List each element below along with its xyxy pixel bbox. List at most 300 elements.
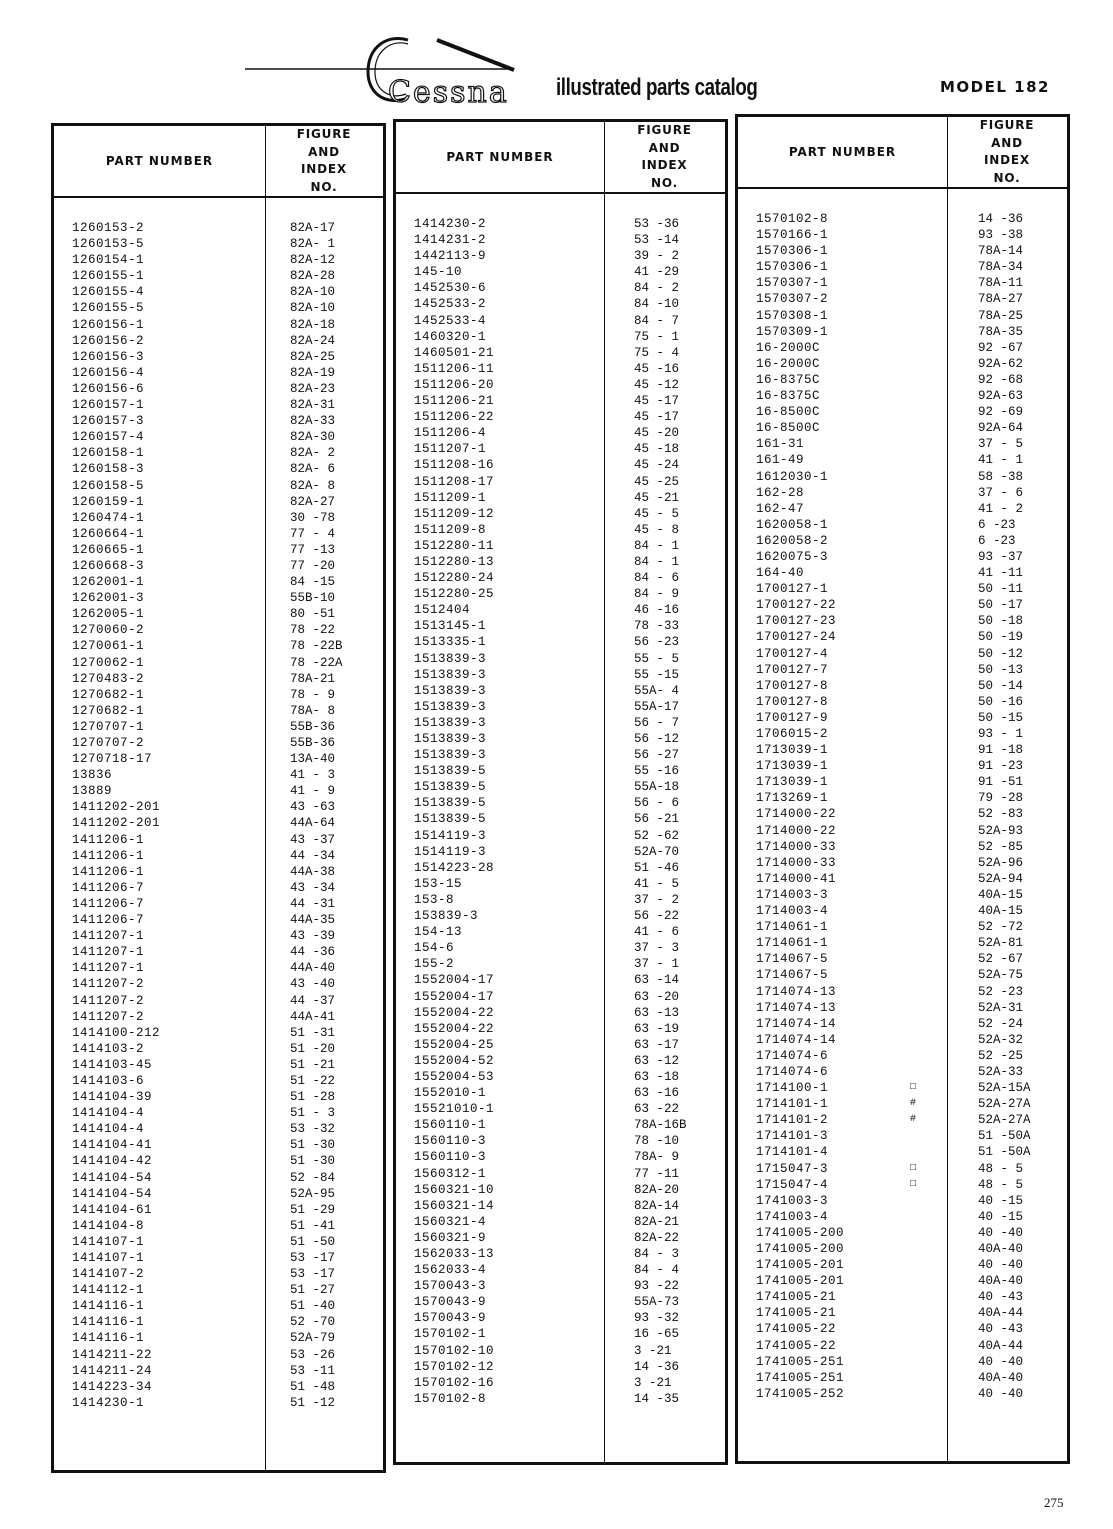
- figure-index-cell: 78 -10: [634, 1134, 680, 1149]
- table-row: [54, 1330, 383, 1346]
- table-row: [738, 1000, 1067, 1016]
- part-number-cell: 1262001-3: [72, 591, 145, 606]
- table-row: [738, 485, 1067, 501]
- table-row: [54, 1089, 383, 1105]
- figure-index-cell: 63 -16: [634, 1086, 680, 1101]
- figure-index-cell: 44 -34: [290, 848, 336, 863]
- table-row: [738, 694, 1067, 710]
- part-number-cell: 1700127-1: [756, 582, 829, 597]
- part-number-cell: 1552004-22: [414, 1005, 495, 1020]
- table-row: [396, 586, 725, 602]
- part-number-cell: 1260153-2: [72, 221, 145, 235]
- figure-index-cell: 82A- 2: [290, 446, 336, 461]
- table-row: [54, 510, 383, 526]
- part-number-cell: 1260158-3: [72, 462, 145, 477]
- table-row: [396, 811, 725, 827]
- table-row: [396, 554, 725, 570]
- figure-index-cell: 51 -27: [290, 1283, 336, 1298]
- figure-index-cell: 91 -51: [978, 775, 1024, 790]
- table-row: [54, 349, 383, 365]
- part-number-cell: 1511207-1: [414, 442, 487, 457]
- figure-index-cell: 55A- 4: [634, 683, 680, 698]
- figure-index-cell: 78A-21: [290, 671, 336, 686]
- part-number-cell: 1512404: [414, 603, 471, 618]
- part-number-header: PART NUMBER: [446, 150, 554, 164]
- figure-index-cell: 53 -11: [290, 1363, 336, 1378]
- part-number-cell: 1260155-1: [72, 269, 145, 284]
- figure-index-cell: 41 - 6: [634, 925, 680, 940]
- part-number-cell: 1570043-3: [414, 1279, 487, 1294]
- column-header: [738, 117, 1067, 189]
- table-row: [54, 542, 383, 558]
- figure-index-cell: 92 -69: [978, 405, 1024, 420]
- figure-index-cell: 45 -25: [634, 474, 680, 489]
- part-number-cell: 1511208-16: [414, 458, 495, 473]
- part-number-cell: 1741005-201: [756, 1258, 845, 1273]
- table-row: [738, 984, 1067, 1000]
- table-row: [54, 333, 383, 349]
- figure-index-cell: 84 - 1: [634, 554, 680, 569]
- table-row: [396, 393, 725, 409]
- cessna-logo-icon: [240, 28, 560, 108]
- part-number-cell: 1414231-2: [414, 233, 487, 248]
- table-row: [54, 751, 383, 767]
- figure-index-cell: 48 - 5: [978, 1161, 1024, 1176]
- figure-index-cell: 82A- 1: [290, 237, 336, 252]
- catalog-title: illustrated parts catalog: [556, 74, 758, 101]
- part-number-cell: 1700127-8: [756, 678, 829, 693]
- table-row: [54, 558, 383, 574]
- figure-index-cell: 41 - 3: [290, 768, 336, 783]
- reference-marker: #: [910, 1114, 917, 1126]
- table-row: [738, 1241, 1067, 1257]
- part-number-cell: 161-31: [756, 437, 805, 452]
- table-row: [54, 574, 383, 590]
- part-number-cell: 1513839-3: [414, 732, 487, 746]
- figure-index-cell: 82A-28: [290, 269, 336, 284]
- table-row: [396, 216, 725, 232]
- table-row: [738, 710, 1067, 726]
- part-number-cell: 1513839-3: [414, 683, 487, 698]
- table-row: [396, 876, 725, 892]
- table-row: [396, 538, 725, 554]
- table-row: [396, 506, 725, 522]
- table-row: [738, 308, 1067, 324]
- table-row: [738, 1354, 1067, 1370]
- figure-index-cell: 55 - 5: [634, 651, 680, 666]
- table-row: [54, 1363, 383, 1379]
- figure-index-cell: 51 -12: [290, 1395, 336, 1410]
- part-number-cell: 16-2000C: [756, 356, 821, 371]
- table-row: [738, 678, 1067, 694]
- table-row: [396, 280, 725, 296]
- part-number-cell: 1411207-2: [72, 993, 145, 1008]
- table-row: [738, 211, 1067, 227]
- part-number-cell: 1714074-13: [756, 1000, 837, 1015]
- table-row: [54, 928, 383, 944]
- figure-index-cell: 56 -21: [634, 812, 680, 827]
- figure-index-cell: 52A-32: [978, 1032, 1024, 1047]
- figure-index-cell: 41 - 2: [978, 501, 1024, 516]
- figure-index-cell: 51 - 3: [290, 1106, 336, 1121]
- table-row: [54, 993, 383, 1009]
- table-row: [54, 236, 383, 252]
- part-number-cell: 1741005-251: [756, 1354, 845, 1369]
- figure-index-cell: 52A-79: [290, 1331, 336, 1346]
- table-row: [396, 940, 725, 956]
- column-header: [54, 126, 383, 198]
- table-row: [396, 264, 725, 280]
- table-row: [54, 365, 383, 381]
- table-row: [396, 989, 725, 1005]
- table-row: [738, 533, 1067, 549]
- figure-index-cell: 52 -83: [978, 807, 1024, 822]
- table-row: [396, 844, 725, 860]
- figure-index-cell: 51 -50A: [978, 1129, 1031, 1144]
- figure-index-cell: 39 - 2: [634, 249, 680, 264]
- table-row: [396, 667, 725, 683]
- table-row: [738, 1016, 1067, 1032]
- part-number-cell: 1411207-2: [72, 1009, 145, 1024]
- figure-index-cell: 50 -14: [978, 678, 1024, 693]
- table-row: [396, 1359, 725, 1375]
- part-number-cell: 1262001-1: [72, 575, 145, 590]
- part-number-cell: 1414230-1: [72, 1395, 145, 1410]
- part-number-cell: 1260156-1: [72, 317, 145, 332]
- table-row: [738, 1144, 1067, 1160]
- part-number-cell: 164-40: [756, 566, 805, 581]
- figure-index-cell: 40 -40: [978, 1354, 1024, 1369]
- figure-index-cell: 84 - 6: [634, 571, 680, 586]
- table-row: [738, 259, 1067, 275]
- figure-index-cell: 63 -14: [634, 973, 680, 988]
- figure-index-cell: 53 -17: [290, 1251, 336, 1265]
- part-number-cell: 1270707-1: [72, 719, 145, 734]
- part-number-cell: 1570102-1: [414, 1327, 487, 1342]
- part-number-cell: 1513335-1: [414, 635, 487, 650]
- table-row: [738, 774, 1067, 790]
- part-number-cell: 1552004-17: [414, 989, 495, 1004]
- figure-index-cell: 52A-15A: [978, 1081, 1031, 1096]
- figure-index-cell: 82A-25: [290, 349, 336, 364]
- parts-column-1: [51, 123, 386, 1473]
- table-row: [54, 1105, 383, 1121]
- table-row: [54, 1041, 383, 1057]
- table-row: [738, 1370, 1067, 1386]
- part-number-cell: 1560312-1: [414, 1166, 487, 1181]
- part-number-cell: 1414107-1: [72, 1234, 145, 1249]
- part-number-cell: 1700127-9: [756, 710, 829, 725]
- table-row: [396, 602, 725, 618]
- table-row: [396, 345, 725, 361]
- figure-index-cell: 77 -13: [290, 542, 336, 557]
- table-row: [396, 747, 725, 763]
- figure-index-cell: 44 -31: [290, 896, 336, 911]
- table-row: [396, 860, 725, 876]
- part-number-cell: 1700127-23: [756, 614, 837, 629]
- figure-index-cell: 52A-27A: [978, 1097, 1031, 1112]
- figure-index-cell: 77 -20: [290, 558, 336, 573]
- table-row: [396, 409, 725, 425]
- figure-index-cell: 52A-95: [290, 1186, 336, 1201]
- figure-index-cell: 51 -48: [290, 1379, 336, 1394]
- figure-index-cell: 52 -85: [978, 839, 1024, 854]
- table-row: [396, 1230, 725, 1246]
- figure-index-cell: 52A-94: [978, 871, 1024, 886]
- table-row: [396, 1085, 725, 1101]
- table-row: [54, 1073, 383, 1089]
- figure-index-cell: 6 -23: [978, 533, 1016, 548]
- figure-index-cell: 53 -36: [634, 217, 680, 231]
- table-row: [54, 655, 383, 671]
- table-row: [396, 683, 725, 699]
- figure-index-cell: 84 - 3: [634, 1247, 680, 1261]
- figure-index-cell: 52 -67: [978, 952, 1024, 967]
- figure-index-cell: 52A-31: [978, 1000, 1024, 1015]
- part-number-cell: 1714074-6: [756, 1048, 829, 1063]
- part-number-cell: 1414104-54: [72, 1170, 153, 1185]
- figure-index-cell: 40A-40: [978, 1242, 1024, 1256]
- part-number-cell: 1552004-53: [414, 1069, 495, 1084]
- table-row: [396, 1326, 725, 1342]
- figure-index-cell: 55B-10: [290, 591, 336, 606]
- part-number-cell: 1514119-3: [414, 844, 487, 859]
- figure-index-cell: 51 -21: [290, 1057, 336, 1072]
- figure-index-cell: 44 -37: [290, 993, 336, 1008]
- part-number-cell: 1511206-22: [414, 410, 495, 425]
- part-number-cell: 1741005-200: [756, 1225, 845, 1240]
- figure-index-cell: 93 -38: [978, 228, 1024, 243]
- table-row: [54, 429, 383, 445]
- figure-index-cell: 50 -16: [978, 694, 1024, 709]
- table-row: [396, 1053, 725, 1069]
- table-row: [738, 1177, 1067, 1193]
- figure-index-cell: 55A-17: [634, 699, 680, 714]
- table-row: [54, 413, 383, 429]
- figure-index-cell: 45 - 8: [634, 522, 680, 537]
- figure-index-cell: 78A-11: [978, 276, 1024, 291]
- part-number-cell: 1714000-22: [756, 823, 837, 838]
- figure-index-cell: 82A-30: [290, 430, 336, 445]
- table-row: [54, 960, 383, 976]
- part-number-cell: 1511206-11: [414, 361, 495, 376]
- table-row: [396, 1117, 725, 1133]
- part-number-cell: 1570102-10: [414, 1343, 495, 1358]
- table-row: [54, 735, 383, 751]
- figure-index-cell: 50 -13: [978, 662, 1024, 677]
- part-number-cell: 1260474-1: [72, 510, 145, 525]
- figure-index-cell: 56 - 7: [634, 715, 680, 730]
- table-row: [738, 388, 1067, 404]
- figure-index-cell: 52 -70: [290, 1315, 336, 1330]
- figure-index-cell: 84 -10: [634, 297, 680, 312]
- table-row: [396, 1069, 725, 1085]
- table-row: [738, 935, 1067, 951]
- part-number-cell: 1570306-1: [756, 260, 829, 275]
- table-row: [396, 795, 725, 811]
- part-number-cell: 1562033-13: [414, 1247, 495, 1261]
- table-row: [738, 324, 1067, 340]
- part-number-cell: 1452530-6: [414, 281, 487, 296]
- figure-index-cell: 93 - 1: [978, 727, 1024, 741]
- part-number-cell: 154-13: [414, 925, 463, 940]
- table-row: [396, 972, 725, 988]
- parts-column-2: [393, 119, 728, 1465]
- part-number-cell: 1414104-61: [72, 1202, 153, 1217]
- part-number-cell: 1411207-1: [72, 945, 145, 960]
- part-number-cell: 1270707-2: [72, 736, 145, 750]
- table-row: [396, 425, 725, 441]
- figure-index-cell: 78 - 9: [290, 687, 336, 702]
- part-number-cell: 153839-3: [414, 909, 479, 924]
- figure-index-cell: 91 -23: [978, 759, 1024, 774]
- part-number-cell: 1741005-252: [756, 1386, 845, 1401]
- table-row: [54, 526, 383, 542]
- part-number-cell: 1570102-8: [414, 1391, 487, 1406]
- part-number-cell: 1260156-6: [72, 381, 145, 396]
- part-number-cell: 1414103-6: [72, 1073, 145, 1088]
- part-number-cell: 1513839-5: [414, 780, 487, 795]
- figure-index-cell: 84 - 7: [634, 313, 680, 328]
- figure-index-cell: 84 - 1: [634, 538, 680, 553]
- part-number-cell: 1741005-22: [756, 1322, 837, 1337]
- part-number-cell: 1511206-21: [414, 394, 495, 409]
- figure-index-cell: 78A- 9: [634, 1150, 680, 1165]
- table-row: [54, 622, 383, 638]
- part-number-cell: 1560321-14: [414, 1198, 495, 1213]
- figure-index-cell: 53 -26: [290, 1347, 336, 1362]
- part-number-cell: 1700127-4: [756, 646, 829, 661]
- figure-index-cell: 3 -21: [634, 1375, 672, 1390]
- figure-index-cell: 82A-17: [290, 221, 336, 235]
- figure-index-cell: 51 -30: [290, 1138, 336, 1153]
- figure-index-cell: 93 -37: [978, 549, 1024, 564]
- table-row: [738, 1161, 1067, 1177]
- figure-index-cell: 41 - 5: [634, 876, 680, 891]
- figure-index-cell: 82A- 6: [290, 462, 336, 477]
- part-number-cell: 16-8375C: [756, 389, 821, 404]
- part-number-cell: 1270061-1: [72, 639, 145, 654]
- part-number-cell: 1741005-200: [756, 1242, 845, 1256]
- part-number-cell: 1713269-1: [756, 791, 829, 806]
- figure-index-cell: 30 -78: [290, 510, 336, 525]
- figure-index-cell: 78A-35: [978, 324, 1024, 339]
- part-number-cell: 1714061-1: [756, 936, 829, 951]
- table-row: [738, 356, 1067, 372]
- part-number-cell: 1414103-2: [72, 1041, 145, 1056]
- table-row: [738, 1209, 1067, 1225]
- part-number-cell: 1260158-1: [72, 446, 145, 461]
- part-number-cell: 1713039-1: [756, 743, 829, 758]
- table-row: [54, 268, 383, 284]
- figure-index-cell: 45 -20: [634, 426, 680, 441]
- figure-index-cell: 40A-44: [978, 1338, 1024, 1353]
- part-number-cell: 1513839-5: [414, 764, 487, 779]
- figure-index-cell: 50 -11: [978, 582, 1024, 597]
- figure-index-cell: 41 - 1: [978, 453, 1024, 468]
- figure-index-cell: 53 -17: [290, 1267, 336, 1282]
- figure-index-cell: 79 -28: [978, 791, 1024, 806]
- reference-marker: □: [910, 1082, 917, 1094]
- part-number-cell: 1414104-42: [72, 1154, 153, 1169]
- part-number-cell: 1552010-1: [414, 1086, 487, 1101]
- table-row: [396, 1037, 725, 1053]
- table-row: [54, 220, 383, 236]
- table-row: [396, 699, 725, 715]
- figure-index-cell: 82A-14: [634, 1198, 680, 1213]
- part-number-cell: 1270062-1: [72, 655, 145, 670]
- part-number-cell: 1714000-33: [756, 839, 837, 854]
- part-number-cell: 1260664-1: [72, 526, 145, 541]
- part-number-cell: 1514119-3: [414, 828, 487, 843]
- table-row: [738, 1128, 1067, 1144]
- table-row: [396, 715, 725, 731]
- table-row: [738, 1112, 1067, 1128]
- part-number-cell: 1414116-1: [72, 1331, 145, 1346]
- part-number-cell: 1714000-41: [756, 871, 837, 886]
- figure-index-cell: 53 -14: [634, 233, 680, 248]
- part-number-cell: 1270483-2: [72, 671, 145, 686]
- part-number-cell: 1414116-1: [72, 1299, 145, 1314]
- table-row: [738, 726, 1067, 742]
- part-number-cell: 1560321-10: [414, 1182, 495, 1197]
- part-number-cell: 1512280-24: [414, 571, 495, 586]
- figure-index-cell: 45 -18: [634, 442, 680, 457]
- figure-index-cell: 63 -22: [634, 1102, 680, 1117]
- part-number-cell: 1511209-1: [414, 490, 487, 505]
- part-number-cell: 1270060-2: [72, 623, 145, 638]
- table-row: [396, 361, 725, 377]
- part-number-cell: 16-8375C: [756, 372, 821, 387]
- part-number-cell: 1414104-4: [72, 1122, 145, 1137]
- part-number-cell: 1700127-8: [756, 694, 829, 709]
- table-row: [54, 944, 383, 960]
- table-row: [54, 912, 383, 928]
- figure-index-cell: 50 -19: [978, 630, 1024, 645]
- figure-index-cell: 43 -39: [290, 929, 336, 944]
- part-number-cell: 155-2: [414, 957, 455, 972]
- table-row: [396, 828, 725, 844]
- table-row: [738, 597, 1067, 613]
- figure-index-cell: 55 -15: [634, 667, 680, 682]
- table-row: [738, 1289, 1067, 1305]
- part-number-cell: 1570309-1: [756, 324, 829, 339]
- part-number-cell: 1414223-34: [72, 1379, 153, 1394]
- table-row: [738, 839, 1067, 855]
- table-row: [738, 1096, 1067, 1112]
- part-number-cell: 16-2000C: [756, 340, 821, 355]
- table-row: [54, 1266, 383, 1282]
- figure-index-cell: 55A-73: [634, 1295, 680, 1310]
- figure-index-cell: 51 -46: [634, 860, 680, 875]
- table-row: [396, 779, 725, 795]
- part-number-cell: 1741005-21: [756, 1306, 837, 1321]
- figure-index-cell: 82A-24: [290, 333, 336, 348]
- figure-index-cell: 92 -67: [978, 340, 1024, 355]
- figure-index-cell: 55B-36: [290, 736, 336, 750]
- part-number-cell: 1511209-8: [414, 522, 487, 537]
- table-row: [738, 436, 1067, 452]
- part-number-cell: 1411207-1: [72, 929, 145, 944]
- part-number-cell: 1570102-8: [756, 212, 829, 226]
- part-number-cell: 1514223-28: [414, 860, 495, 875]
- part-number-cell: 1414211-24: [72, 1363, 153, 1378]
- figure-index-cell: 56 -23: [634, 635, 680, 650]
- figure-index-cell: 16 -65: [634, 1327, 680, 1342]
- part-number-cell: 1714003-4: [756, 904, 829, 919]
- part-number-cell: 1570043-9: [414, 1311, 487, 1326]
- figure-index-cell: 84 -15: [290, 575, 336, 590]
